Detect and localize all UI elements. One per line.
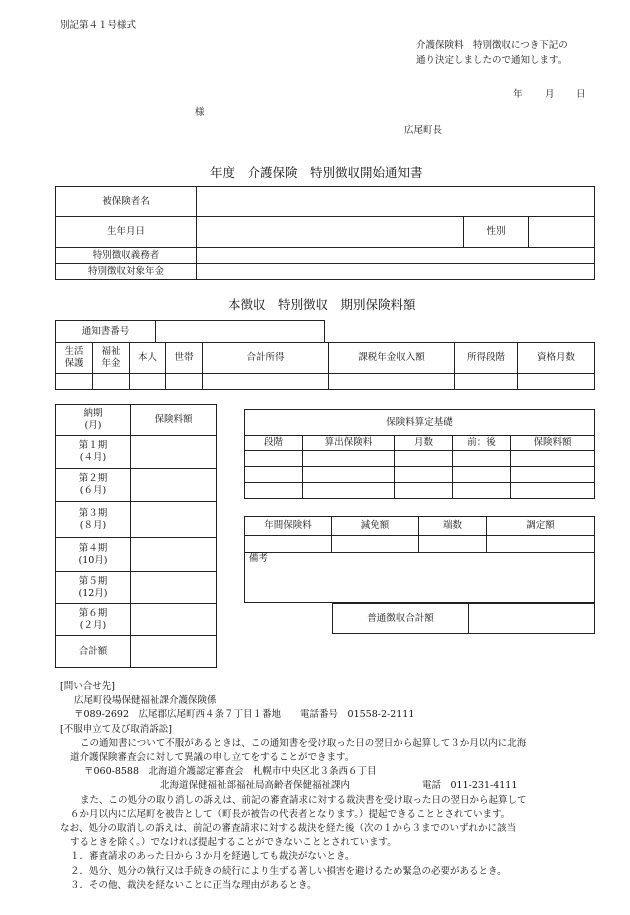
header-income-bracket: 所得段階 (455, 343, 518, 374)
pension-value (197, 264, 595, 280)
notice-number-value (156, 321, 325, 343)
header-premium: 保険料額 (131, 405, 217, 436)
header-qualified-months: 資格月数 (518, 343, 595, 374)
annual-premium-table: 年間保険料 減免額 端数 調定額 備考 (244, 516, 595, 603)
notice-intro-line1: 介護保険料 特別徴収につき下記の (416, 40, 568, 51)
premium-basis-table: 保険料算定基礎 段階 算出保険料 月数 前：後 保険料額 (244, 409, 595, 499)
header-taxable-pension: 課税年金収入額 (329, 343, 455, 374)
issuer: 広尾町長 (404, 125, 443, 136)
insured-name-label: 被保険者名 (56, 187, 197, 217)
contact-heading: [問い合せ先] (60, 681, 115, 692)
remarks: 備考 (245, 553, 595, 603)
period-1: 第１期 (４月) (56, 436, 131, 469)
period-6: 第６期 (２月) (56, 604, 131, 636)
pension-label: 特別徴収対象年金 (56, 264, 197, 280)
header-household: 世帯 (166, 343, 203, 374)
header-total-income: 合計所得 (203, 343, 329, 374)
birthdate-value (197, 217, 464, 248)
notice-number-table (55, 320, 325, 343)
ordinary-total-label: 普通徴収合計額 (333, 604, 469, 634)
header-welfare: 生活 保護 (56, 343, 93, 374)
basis-title: 保険料算定基礎 (245, 410, 595, 436)
notes-section: [問い合せ先] 広尾町役場保健福祉課介護保険係 〒089-2692 広尾郡広尾町西４条７丁目１番地 電話番号 01558-2-2111 [不服申立て及び取消訴訟] この通知書について不服があるときは、この通知書を受け取った日の翌日から起算して３か月以内に北海 道介護保険審査会に対して異議の申し立てをすることができます。 〒060-8588 北海道介護認定審査会 札幌市中央区北３条西６丁目 北海道保健福祉部福祉局高齢者保健福祉課内 電話 011-231-4111 また、この処分の取り消しの訴えは、前記の審査請求に対する裁決書を受け取った日の翌日から起算して ６か月以内に広尾町を被告として（町長が被告の代表者となります。）提起できることとされています。 なお、処分の取消しの訴えは、前記の審査請求に対する裁決を経た後（次の１から３までのいずれかに該当 するときを除く。）でなければ提起することができないこととされています。 １．審査請求のあった日から３か月を経過しても裁決がないとき。 ２．処分、処分の執行又は手続きの続行により生ずる著しい損害を避けるため緊急の必要があるとき。 ３．その他、裁決を経ないことに正当な理由があるとき。 (60, 681, 527, 891)
main-title: 年度 介護保険 特別徴収開始通知書 (210, 165, 423, 180)
addressee-suffix: 様 (195, 107, 205, 118)
insured-info-table (55, 186, 595, 280)
gender-label: 性別 (464, 217, 529, 248)
obligor-label: 特別徴収義務者 (56, 248, 197, 264)
income-info-table (55, 342, 595, 390)
notice-intro-line2: 通り決定しましたので通知します。 (416, 55, 568, 66)
form-number: 別記第４１号様式 (60, 20, 137, 31)
section-title: 本徴収 特別徴収 期別保険料額 (228, 297, 416, 312)
header-self: 本人 (130, 343, 166, 374)
date-day: 日 (576, 89, 586, 100)
ordinary-total-table (332, 603, 595, 634)
date-year: 年 (513, 89, 523, 100)
contact-office: 広尾町役場保健福祉課介護保険係 (74, 695, 217, 707)
period-premium-table (55, 404, 217, 668)
notice-number-label: 通知書番号 (56, 321, 156, 343)
birthdate-label: 生年月日 (56, 217, 197, 248)
ordinary-total-value (469, 604, 595, 634)
period-2: 第２期 (６月) (56, 469, 131, 502)
insured-name-value (197, 187, 595, 217)
period-3: 第３期 (８月) (56, 502, 131, 538)
contact-address: 〒089-2692 広尾郡広尾町西４条７丁目１番地 電話番号 01558-2-2111 (74, 709, 415, 721)
total-label: 合計額 (56, 636, 131, 668)
obligor-value (197, 248, 595, 264)
header-period: 納期 (月) (56, 405, 131, 436)
period-5: 第５期 (12月) (56, 572, 131, 604)
period-4: 第４期 (10月) (56, 538, 131, 572)
header-welfare-pension: 福祉 年金 (93, 343, 130, 374)
date-month: 月 (545, 89, 555, 100)
appeal-heading: [不服申立て及び取消訴訟] (60, 723, 172, 735)
gender-value (529, 217, 595, 248)
